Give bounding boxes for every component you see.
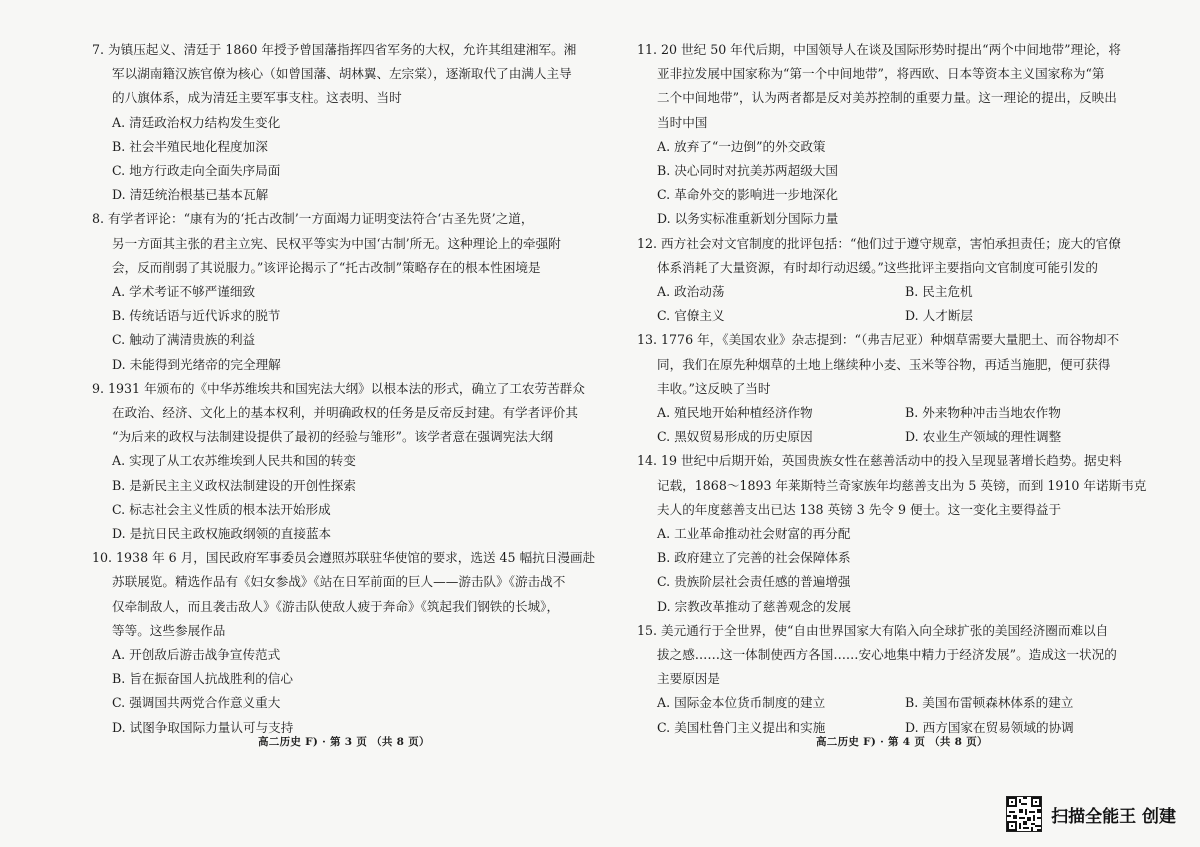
- question-14-line-2: 记载，1868～1893 年莱斯特兰奇家族年均慈善支出为 5 英镑，而到 1910 年诺斯韦克: [657, 477, 1147, 493]
- question-9-line-1: 9. 1931 年颁布的《中华苏维埃共和国宪法大纲》以根本法的形式，确立了工农劳苦群众: [92, 380, 585, 396]
- question-9-line-2: 在政治、经济、文化上的基本权利，并明确政权的任务是反帝反封建。有学者评价其: [112, 405, 578, 421]
- question-7-line-2: 军以湖南籍汉族官僚为核心（如曾国藩、胡林翼、左宗棠），逐渐取代了由满人主导: [112, 66, 572, 82]
- question-8-option-a: A. 学术考证不够严谨细致: [112, 284, 256, 300]
- question-13-option-row: [637, 425, 1160, 449]
- question-14: [637, 449, 1160, 618]
- question-7-line-3: 的八旗体系，成为清廷主要军事支柱。这表明、当时: [112, 90, 402, 106]
- question-15-line-1: 15. 美元通行于全世界，使“自由世界国家大有陷入向全球扩张的美国经济圈而难以自: [637, 622, 1109, 638]
- question-12-option-a: A. 政治动荡: [657, 284, 725, 300]
- question-13-option-d: D. 农业生产领域的理性调整: [905, 429, 1062, 445]
- question-10: [92, 546, 596, 740]
- question-14-line-1: 14. 19 世纪中后期开始，英国贵族女性在慈善活动中的投入呈现显著增长趋势。据史料: [637, 453, 1122, 469]
- question-13-option-c: C. 黑奴贸易形成的历史原因: [657, 429, 813, 445]
- question-15: [637, 619, 1160, 740]
- question-9-option-c: C. 标志社会主义性质的根本法开始形成: [112, 501, 331, 517]
- question-8-option-c: C. 触动了满清贵族的利益: [112, 332, 256, 348]
- question-11-option-a: A. 放弃了“一边倒”的外交政策: [657, 138, 826, 154]
- right-page-footer: 高二历史 F) · 第 4 页 （共 8 页）: [816, 736, 988, 748]
- question-7-option-b: B. 社会半殖民地化程度加深: [112, 138, 268, 154]
- scanner-watermark-text: 扫描全能王 创建: [1051, 806, 1176, 827]
- question-14-option-a: A. 工业革命推动社会财富的再分配: [657, 526, 851, 542]
- question-9-option-b: B. 是新民主主义政权法制建设的开创性探索: [112, 477, 356, 493]
- question-7-option-a: A. 清廷政治权力结构发生变化: [112, 114, 281, 130]
- question-12-option-row: [637, 304, 1160, 328]
- question-9-line-3: “为后来的政权与法制建设提供了最初的经验与雏形”。该学者意在强调宪法大纲: [112, 429, 554, 445]
- question-15-option-row: [637, 691, 1160, 715]
- question-15-line-3: 主要原因是: [657, 671, 720, 687]
- left-column: [92, 38, 596, 740]
- question-8-line-2: 另一方面其主张的君主立宪、民权平等实为中国‘古制’所无。这种理论上的牵强附: [112, 235, 561, 251]
- right-column: [637, 38, 1160, 740]
- question-12-option-row: [637, 280, 1160, 304]
- question-8-line-1: 8. 有学者评论：“康有为的‘托古改制’一方面竭力证明变法符合‘古圣先贤’之道，: [92, 211, 534, 227]
- question-7-option-c: C. 地方行政走向全面失序局面: [112, 163, 281, 179]
- question-13-option-row: [637, 401, 1160, 425]
- question-12-line-1: 12. 西方社会对文官制度的批评包括：“他们过于遵守规章，害怕承担责任；庞大的官僚: [637, 235, 1121, 251]
- left-page-footer: 高二历史 F) · 第 3 页 （共 8 页）: [258, 736, 430, 748]
- question-8-line-3: 会，反而削弱了其说服力。”该评论揭示了“托古改制”策略存在的根本性困境是: [112, 259, 541, 275]
- question-7-line-1: 7. 为镇压起义、清廷于 1860 年授予曾国藩指挥四省军务的大权，允许其组建湘军。湘: [92, 42, 577, 57]
- question-14-option-c: C. 贵族阶层社会责任感的普遍增强: [657, 574, 851, 590]
- question-15-option-b: B. 美国布雷顿森林体系的建立: [905, 695, 1074, 711]
- question-15-line-2: 拔之感……这一体制使西方各国……安心地集中精力于经济发展”。造成这一状况的: [657, 647, 1117, 663]
- question-8-option-d: D. 未能得到光绪帝的完全理解: [112, 356, 281, 372]
- question-11-line-1: 11. 20 世纪 50 年代后期，中国领导人在谈及国际形势时提出“两个中间地带”理论，将: [637, 42, 1121, 57]
- question-13-option-a: A. 殖民地开始种植经济作物: [657, 405, 813, 421]
- question-10-line-3: 仅牵制敌人，而且袭击敌人》《游击队使敌人疲于奔命》《筑起我们钢铁的长城》，: [112, 598, 560, 614]
- question-15-option-d: D. 西方国家在贸易领域的协调: [905, 719, 1074, 735]
- question-10-option-d: D. 试图争取国际力量认可与支持: [112, 719, 294, 735]
- question-10-option-a: A. 开创敌后游击战争宣传范式: [112, 647, 281, 663]
- question-13-option-b: B. 外来物种冲击当地农作物: [905, 405, 1061, 421]
- question-13-line-2: 同，我们在原先种烟草的土地上继续种小麦、玉米等谷物，再适当施肥，便可获得: [657, 356, 1111, 372]
- question-8-option-b: B. 传统话语与近代诉求的脱节: [112, 308, 281, 324]
- question-9-option-a: A. 实现了从工农苏维埃到人民共和国的转变: [112, 453, 356, 469]
- question-9: [92, 377, 584, 546]
- question-11-option-d: D. 以务实标准重新划分国际力量: [657, 211, 839, 227]
- question-12-option-b: B. 民主危机: [905, 284, 973, 300]
- question-12: [637, 232, 1160, 329]
- question-11-option-b: B. 决心同时对抗美苏两超级大国: [657, 163, 838, 179]
- question-10-option-b: B. 旨在振奋国人抗战胜利的信心: [112, 671, 293, 687]
- question-10-option-c: C. 强调国共两党合作意义重大: [112, 695, 281, 711]
- question-15-option-c: C. 美国杜鲁门主义提出和实施: [657, 719, 826, 735]
- question-11-line-4: 当时中国: [657, 114, 708, 130]
- question-14-option-b: B. 政府建立了完善的社会保障体系: [657, 550, 851, 566]
- question-10-line-1: 10. 1938 年 6 月，国民政府军事委员会遵照苏联驻华使馆的要求，选送 45 幅抗日漫画赴: [92, 550, 596, 566]
- question-13: [637, 328, 1160, 449]
- right-page: [600, 0, 1200, 847]
- question-12-option-d: D. 人才断层: [905, 308, 974, 324]
- question-14-option-d: D. 宗教改革推动了慈善观念的发展: [657, 598, 851, 614]
- question-7-option-d: D. 清廷统治根基已基本瓦解: [112, 187, 269, 203]
- question-11-line-3: 二个中间地带”，认为两者都是反对美苏控制的重要力量。这一理论的提出，反映出: [657, 90, 1117, 106]
- question-13-line-1: 13. 1776 年，《美国农业》杂志提到：“（弗吉尼亚）种烟草需要大量肥土、而谷物却不: [637, 332, 1120, 348]
- question-13-line-3: 丰收。”这反映了当时: [657, 380, 771, 396]
- question-10-line-2: 苏联展览。精选作品有《妇女参战》《站在日军前面的巨人——游击队》《游击战不: [112, 574, 566, 590]
- question-11-option-c: C. 革命外交的影响进一步地深化: [657, 187, 838, 203]
- question-12-option-c: C. 官僚主义: [657, 308, 725, 324]
- question-11: [637, 38, 1160, 232]
- question-14-line-3: 夫人的年度慈善支出已达 138 英镑 3 先令 9 便士。这一变化主要得益于: [657, 501, 1062, 517]
- qr-code-icon: [1006, 796, 1042, 832]
- question-11-line-2: 亚非拉发展中国家称为“第一个中间地带”，将西欧、日本等资本主义国家称为“第: [657, 66, 1105, 82]
- scanner-watermark: [1006, 796, 1176, 832]
- question-9-option-d: D. 是抗日民主政权施政纲领的直接蓝本: [112, 526, 332, 542]
- question-10-line-4: 等等。这些参展作品: [112, 622, 226, 638]
- question-8: [92, 207, 584, 376]
- question-12-line-2: 体系消耗了大量资源，有时却行动迟缓。”这些批评主要指向文官制度可能引发的: [657, 259, 1098, 275]
- question-7: [92, 38, 584, 207]
- question-15-option-a: A. 国际金本位货币制度的建立: [657, 695, 826, 711]
